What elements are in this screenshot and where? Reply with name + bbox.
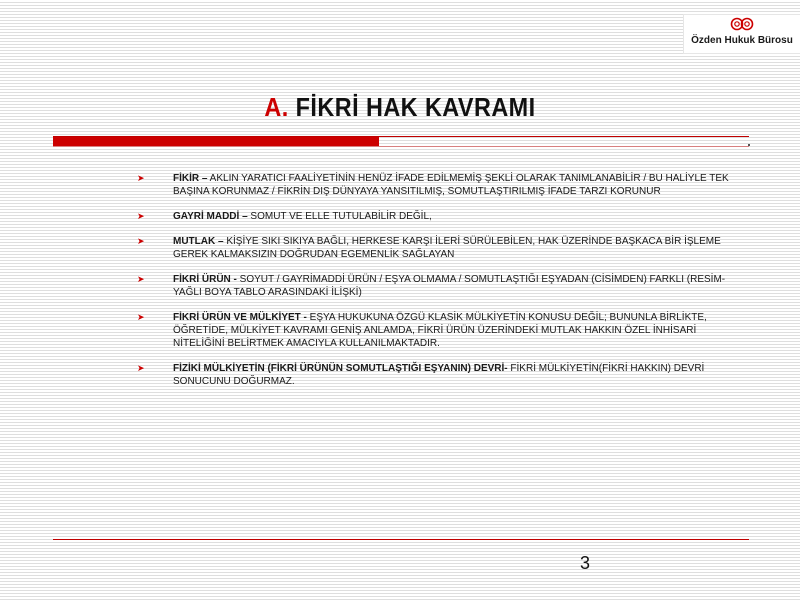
item-text: EŞYA HUKUKUNA ÖZGÜ KLASİK MÜLKİYETİN KONUSU DEĞİL; BUNUNLA BİRLİKTE, ÖĞRETİDE, MÜLKİYET KAVRAMI GENİŞ ANLAMDA, FİKRİ ÜRÜN ÜZERİNDEKİ MUTLAK HAKKIN ÖZEL İNHİSARİ NİTELİĞİNİ BELİRTMEK AMACIYLA KULLANILMAKTADIR. bbox=[173, 312, 707, 349]
item-term: GAYRİ MADDİ – bbox=[173, 211, 248, 222]
item-text: AKLIN YARATICI FAALİYETİNİN HENÜZ İFADE EDİLMEMİŞ ŞEKLİ OLARAK TANIMLANABİLİR / BU HALİYLE TEK BAŞINA KORUNMAZ / FİKRİN DIŞ DÜNYAYA YANSITILMIŞ, SOMUTLAŞTIRILMIŞ İFADE TARZI KORUNUR bbox=[173, 173, 729, 197]
arrow-bullet-icon: ➤ bbox=[137, 236, 145, 246]
list-item bbox=[135, 273, 740, 299]
item-text: SOYUT / GAYRİMADDİ ÜRÜN / EŞYA OLMAMA / SOMUTLAŞTIĞI EŞYADAN (CİSİMDEN) FARKLI (RESİM-YAĞLI BOYA TABLO ARASINDAKİ İLİŞKİ) bbox=[173, 274, 726, 298]
item-text: FİKRİ MÜLKİYETİN(FİKRİ HAKKIN) DEVRİ SONUCUNU DOĞURMAZ. bbox=[173, 363, 705, 387]
item-term: FİZİKİ MÜLKİYETİN (FİKRİ ÜRÜNÜN SOMUTLAŞTIĞI EŞYANIN) DEVRİ- bbox=[173, 363, 508, 374]
title-rule-under bbox=[53, 146, 749, 147]
title-accent-band bbox=[53, 137, 379, 146]
slide-title bbox=[40, 92, 760, 123]
title-letter: A. bbox=[264, 92, 289, 122]
company-logo bbox=[683, 14, 800, 54]
item-term: FİKRİ ÜRÜN - bbox=[173, 274, 237, 285]
bullet-list bbox=[135, 172, 740, 400]
arrow-bullet-icon: ➤ bbox=[137, 211, 145, 221]
list-item bbox=[135, 210, 740, 223]
arrow-bullet-icon: ➤ bbox=[137, 173, 145, 183]
item-text: SOMUT VE ELLE TUTULABİLİR DEĞİL, bbox=[247, 211, 432, 222]
logo-text: Özden Hukuk Bürosu bbox=[691, 35, 793, 46]
logo-rings-icon bbox=[730, 17, 754, 31]
item-term: MUTLAK – bbox=[173, 236, 224, 247]
arrow-bullet-icon: ➤ bbox=[137, 274, 145, 284]
arrow-bullet-icon: ➤ bbox=[137, 312, 145, 322]
item-term: FİKİR – bbox=[173, 173, 208, 184]
page-number: 3 bbox=[579, 553, 590, 573]
item-term: FİKRİ ÜRÜN VE MÜLKİYET - bbox=[173, 312, 307, 323]
footer-rule bbox=[53, 539, 749, 540]
item-text: KİŞİYE SIKI SIKIYA BAĞLI, HERKESE KARŞI İLERİ SÜRÜLEBİLEN, HAK ÜZERİNDE BAŞKACA BİR İŞLEME GEREK KALMAKSIZIN DOĞRUDAN EGEMENLİK SAĞLAYAN bbox=[173, 236, 721, 260]
arrow-bullet-icon: ➤ bbox=[137, 363, 145, 373]
rule-end-mark bbox=[748, 144, 750, 146]
list-item bbox=[135, 311, 740, 350]
list-item bbox=[135, 362, 740, 388]
title-text: FİKRİ HAK KAVRAMI bbox=[295, 92, 536, 122]
list-item bbox=[135, 172, 740, 198]
list-item bbox=[135, 235, 740, 261]
